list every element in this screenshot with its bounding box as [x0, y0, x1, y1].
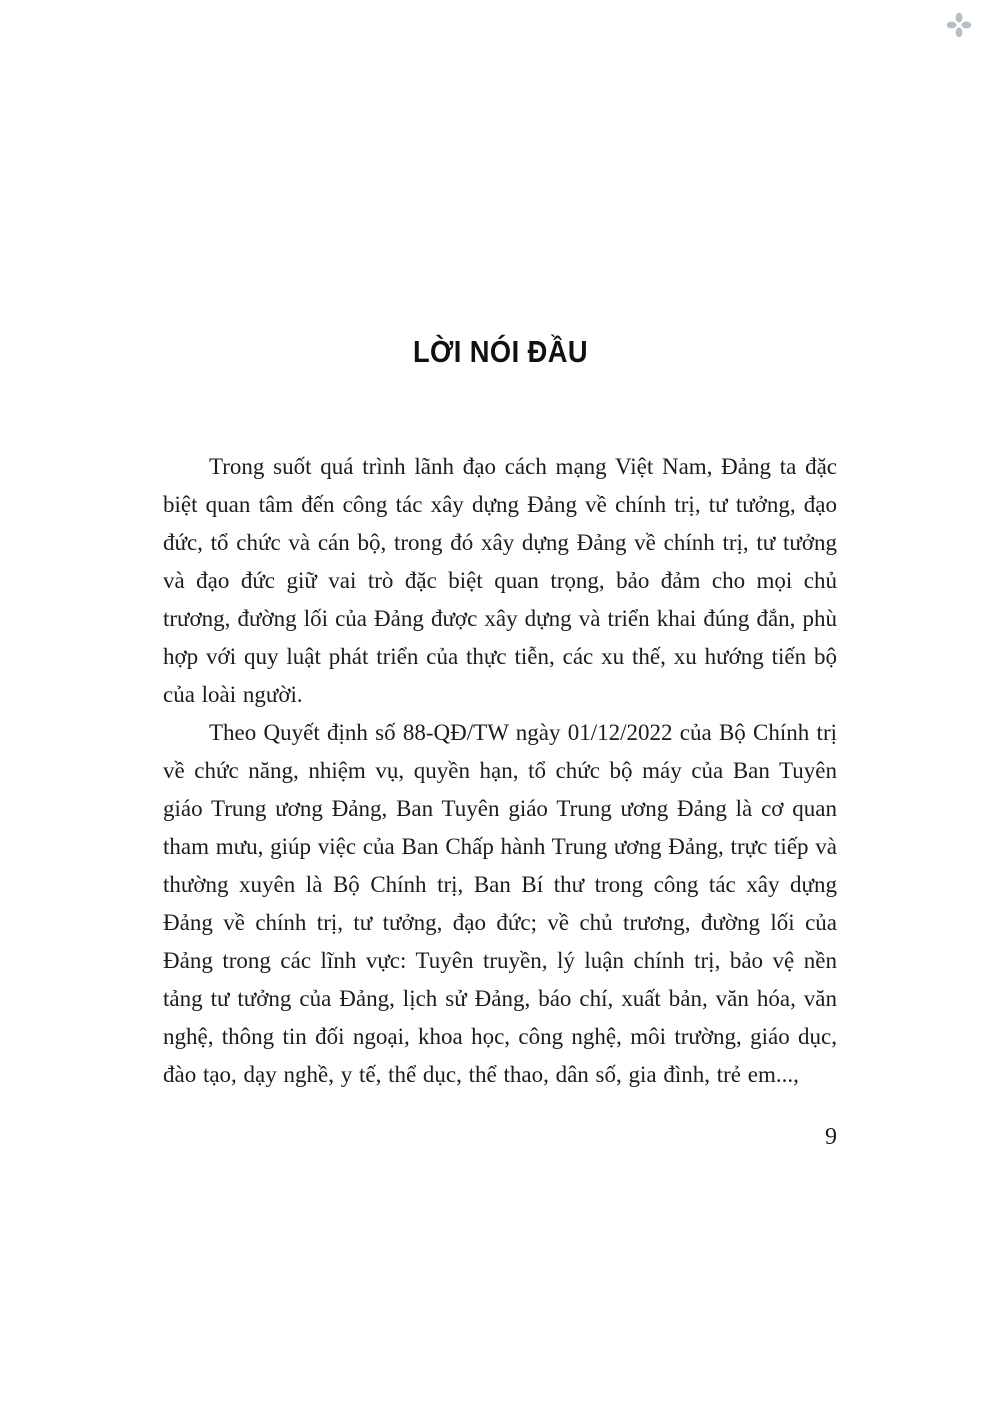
- paragraph-2: Theo Quyết định số 88-QĐ/TW ngày 01/12/2022 của Bộ Chính trị về chức năng, nhiệm vụ, quyền hạn, tổ chức bộ máy của Ban Tuyên giáo Trung ương Đảng, Ban Tuyên giáo Trung ương Đảng là cơ quan tham mưu, giúp việc của Ban Chấp hành Trung ương Đảng, trực tiếp và thường xuyên là Bộ Chính trị, Ban Bí thư trong công tác xây dựng Đảng về chính trị, tư tưởng, đạo đức; về chủ trương, đường lối của Đảng trong các lĩnh vực: Tuyên truyền, lý luận chính trị, bảo vệ nền tảng tư tưởng của Đảng, lịch sử Đảng, báo chí, xuất bản, văn hóa, văn nghệ, thông tin đối ngoại, khoa học, công nghệ, môi trường, giáo dục, đào tạo, dạy nghề, y tế, thể dục, thể thao, dân số, gia đình, trẻ em...,: [163, 720, 837, 1087]
- page-number: 9: [825, 1124, 837, 1150]
- page-content: [163, 0, 837, 1151]
- flower-icon: [946, 12, 972, 38]
- paragraph-1: Trong suốt quá trình lãnh đạo cách mạng Việt Nam, Đảng ta đặc biệt quan tâm đến công tác xây dựng Đảng về chính trị, tư tưởng, đạo đức, tổ chức và cán bộ, trong đó xây dựng Đảng về chính trị, tư tưởng và đạo đức giữ vai trò đặc biệt quan trọng, bảo đảm cho mọi chủ trương, đường lối của Đảng được xây dựng và triển khai đúng đắn, phù hợp với quy luật phát triển của thực tiễn, các xu thế, xu hướng tiến bộ của loài người.: [163, 454, 837, 707]
- page-title: LỜI NÓI ĐẦU: [412, 334, 588, 369]
- title-container: [163, 334, 837, 370]
